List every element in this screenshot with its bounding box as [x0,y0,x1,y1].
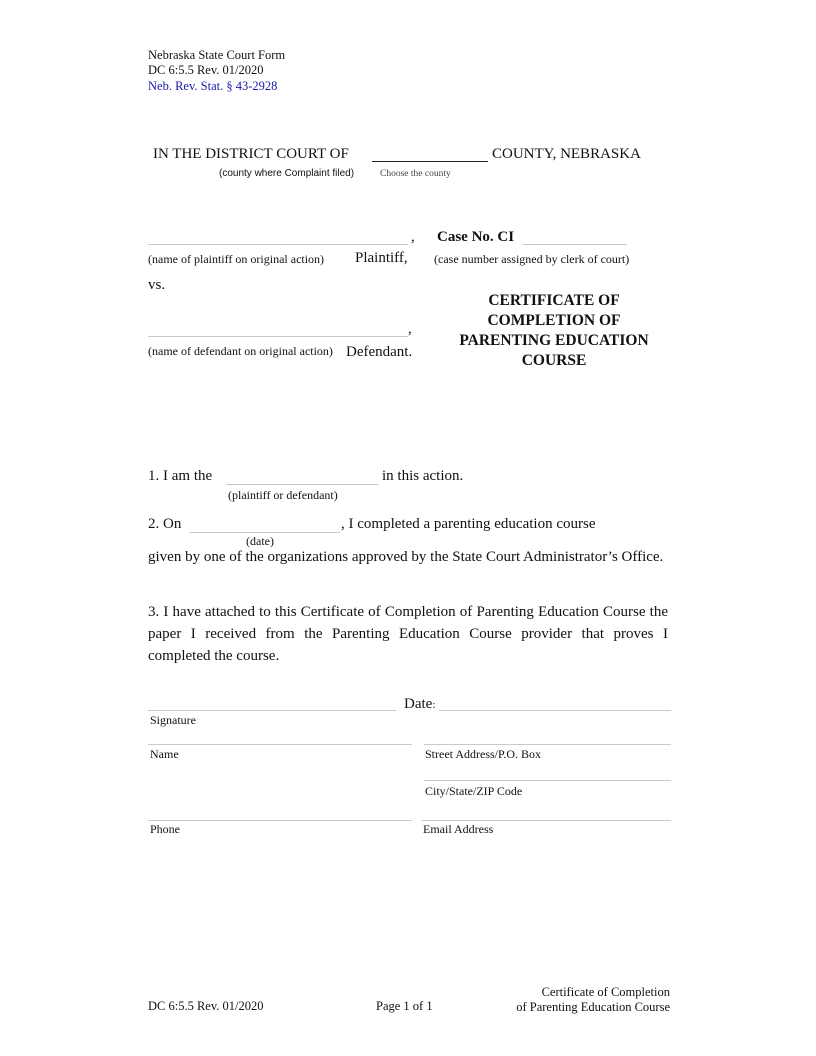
footer-title-line1: Certificate of Completion [541,985,670,999]
item2-prefix: 2. On [148,516,182,532]
title-line: PARENTING EDUCATION [459,332,649,349]
case-number-label: Case No. CI [437,229,515,245]
title-line: COMPLETION OF [487,312,621,329]
street-address-label: Street Address/P.O. Box [425,747,542,761]
item1-hint: (plaintiff or defendant) [228,488,338,502]
date-label [404,696,435,713]
item1-suffix: in this action. [382,468,464,484]
phone-label: Phone [150,822,180,836]
plaintiff-hint: (name of plaintiff on original action) [148,252,325,266]
versus: vs. [148,277,166,293]
plaintiff-name-field[interactable] [148,244,408,245]
county-hint: (county where Complaint filed) [219,168,355,179]
item2-continuation: given by one of the organizations approved by the State Court Administrator’s Office. [148,549,664,565]
email-field[interactable] [422,820,671,821]
item2-suffix: , I completed a parenting education course [341,516,596,532]
city-state-zip-label: City/State/ZIP Code [425,784,523,798]
date-field[interactable] [439,710,671,711]
email-label: Email Address [423,822,494,836]
plaintiff-label: Plaintiff, [355,250,408,266]
county-blank [372,161,488,162]
footer-title-line2: of Parenting Education Course [516,1000,670,1014]
name-label: Name [150,747,179,761]
phone-field[interactable] [148,820,412,821]
defendant-hint: (name of defendant on original action) [148,344,333,358]
item2-hint: (date) [246,534,274,548]
party-role-field[interactable] [226,484,378,485]
item3-text: 3. I have attached to this Certificate of Completion of Parenting Education Course the paper I received from the Parenting Education Course provider that proves I completed the course. [148,604,668,664]
court-prefix: IN THE DISTRICT COURT OF [153,146,349,162]
name-field[interactable] [148,744,412,745]
defendant-label: Defendant. [346,344,413,360]
court-suffix: COUNTY, NEBRASKA [492,146,641,162]
title-line: COURSE [521,352,587,369]
form-name: Nebraska State Court Form [148,48,286,62]
date-label-text: Date [404,696,433,712]
case-number-field[interactable] [523,244,627,245]
city-state-zip-field[interactable] [424,780,671,781]
plaintiff-comma: , [411,229,415,245]
signature-field[interactable] [148,710,396,711]
signature-label: Signature [150,713,196,727]
defendant-name-field[interactable] [148,336,408,337]
county-dropdown[interactable]: Choose the county [380,169,451,179]
completion-date-field[interactable] [190,532,340,533]
date-colon: : [432,699,436,711]
title-line: CERTIFICATE OF [488,292,620,309]
street-address-field[interactable] [424,744,671,745]
case-number-hint: (case number assigned by clerk of court) [434,252,630,266]
defendant-comma: , [408,321,412,337]
statute-link[interactable]: Neb. Rev. Stat. § 43-2928 [148,79,278,93]
document-title [414,291,694,371]
form-revision: DC 6:5.5 Rev. 01/2020 [148,63,264,77]
footer-page-number: Page 1 of 1 [376,999,433,1013]
footer-form-revision: DC 6:5.5 Rev. 01/2020 [148,999,264,1013]
item1-prefix: 1. I am the [148,468,213,484]
